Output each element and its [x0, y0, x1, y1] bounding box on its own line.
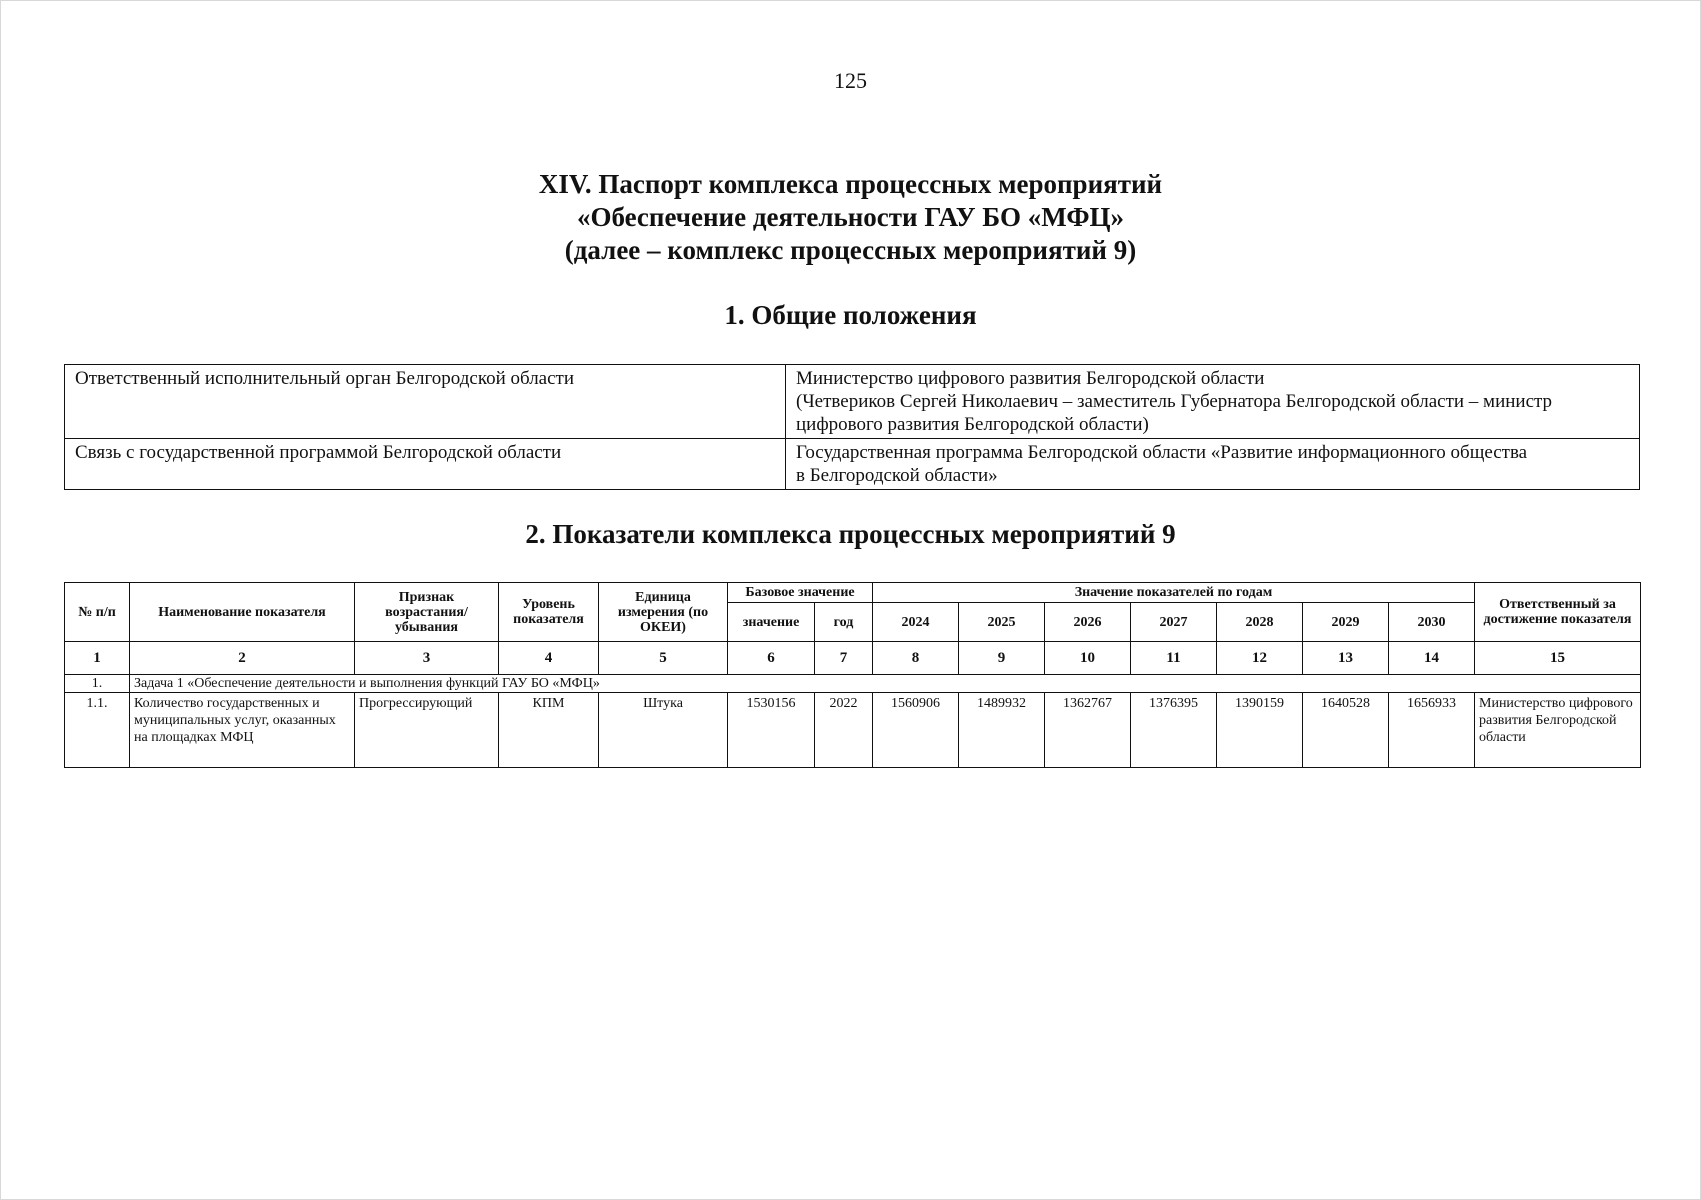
header-trend: Признак возрастания/ убывания — [355, 583, 499, 642]
row-value-2027: 1376395 — [1131, 693, 1217, 768]
row-value-2024: 1560906 — [873, 693, 959, 768]
title-line-2: «Обеспечение деятельности ГАУ БО «МФЦ» — [576, 202, 1125, 232]
header-unit: Единица измерения (по ОКЕИ) — [599, 583, 728, 642]
responsible-body-value-line-1: Министерство цифрового развития Белгородской области — [796, 368, 1265, 389]
table-row — [65, 693, 1641, 768]
task-row — [65, 675, 1641, 693]
header-base-year: год — [815, 603, 873, 642]
row-value-2030: 1656933 — [1389, 693, 1475, 768]
column-numbers-row — [65, 642, 1641, 675]
row-value-2028: 1390159 — [1217, 693, 1303, 768]
responsible-body-value — [786, 365, 1640, 439]
table-row — [65, 365, 1640, 439]
column-number: 3 — [355, 642, 499, 675]
section-2-heading: 2. Показатели комплекса процессных мероприятий 9 — [525, 519, 1176, 549]
column-number: 4 — [499, 642, 599, 675]
row-name: Количество государственных и муниципальных услуг, оказанных на площадках МФЦ — [130, 693, 355, 768]
header-year-2025: 2025 — [959, 603, 1045, 642]
state-program-value — [786, 439, 1640, 490]
header-year-2024: 2024 — [873, 603, 959, 642]
column-number: 5 — [599, 642, 728, 675]
row-value-2029: 1640528 — [1303, 693, 1389, 768]
header-year-2029: 2029 — [1303, 603, 1389, 642]
title-line-3: (далее – комплекс процессных мероприятий 9) — [564, 235, 1137, 265]
column-number: 12 — [1217, 642, 1303, 675]
header-year-2030: 2030 — [1389, 603, 1475, 642]
general-provisions-table — [64, 364, 1640, 490]
header-year-2027: 2027 — [1131, 603, 1217, 642]
column-number: 6 — [728, 642, 815, 675]
column-number: 9 — [959, 642, 1045, 675]
row-base-value: 1530156 — [728, 693, 815, 768]
column-number: 2 — [130, 642, 355, 675]
header-year-2028: 2028 — [1217, 603, 1303, 642]
row-base-year: 2022 — [815, 693, 873, 768]
header-base-value: значение — [728, 603, 815, 642]
column-number: 7 — [815, 642, 873, 675]
header-row-1 — [65, 583, 1641, 603]
column-number: 14 — [1389, 642, 1475, 675]
row-num: 1.1. — [65, 693, 130, 768]
header-level: Уровень показателя — [499, 583, 599, 642]
row-value-2025: 1489932 — [959, 693, 1045, 768]
responsible-body-value-line-2: (Четвериков Сергей Николаевич – заместитель Губернатора Белгородской области – министр цифрового развития Белгородской области) — [796, 391, 1553, 435]
row-value-2026: 1362767 — [1045, 693, 1131, 768]
responsible-body-label: Ответственный исполнительный орган Белгородской области — [65, 365, 786, 439]
header-year-2026: 2026 — [1045, 603, 1131, 642]
state-program-value-line-1: Государственная программа Белгородской области «Развитие информационного общества — [796, 442, 1528, 463]
column-number: 15 — [1475, 642, 1641, 675]
column-number: 13 — [1303, 642, 1389, 675]
indicators-table — [64, 582, 1641, 768]
row-unit: Штука — [599, 693, 728, 768]
table-row — [65, 439, 1640, 490]
task-text: Задача 1 «Обеспечение деятельности и выполнения функций ГАУ БО «МФЦ» — [130, 675, 1641, 693]
header-base: Базовое значение — [728, 583, 873, 603]
column-number: 10 — [1045, 642, 1131, 675]
row-trend: Прогрессирующий — [355, 693, 499, 768]
header-name: Наименование показателя — [130, 583, 355, 642]
page-number: 125 — [834, 68, 867, 93]
row-level: КПМ — [499, 693, 599, 768]
title-line-1: XIV. Паспорт комплекса процессных мероприятий — [538, 169, 1163, 199]
header-by-years: Значение показателей по годам — [873, 583, 1475, 603]
document-title — [0, 168, 1701, 267]
column-number: 8 — [873, 642, 959, 675]
section-1-heading: 1. Общие положения — [724, 300, 977, 330]
state-program-value-line-2: в Белгородской области» — [796, 465, 998, 486]
header-num: № п/п — [65, 583, 130, 642]
row-responsible: Министерство цифрового развития Белгородской области — [1475, 693, 1641, 768]
column-number: 1 — [65, 642, 130, 675]
header-responsible: Ответственный за достижение показателя — [1475, 583, 1641, 642]
state-program-label: Связь с государственной программой Белгородской области — [65, 439, 786, 490]
task-num: 1. — [65, 675, 130, 693]
column-number: 11 — [1131, 642, 1217, 675]
